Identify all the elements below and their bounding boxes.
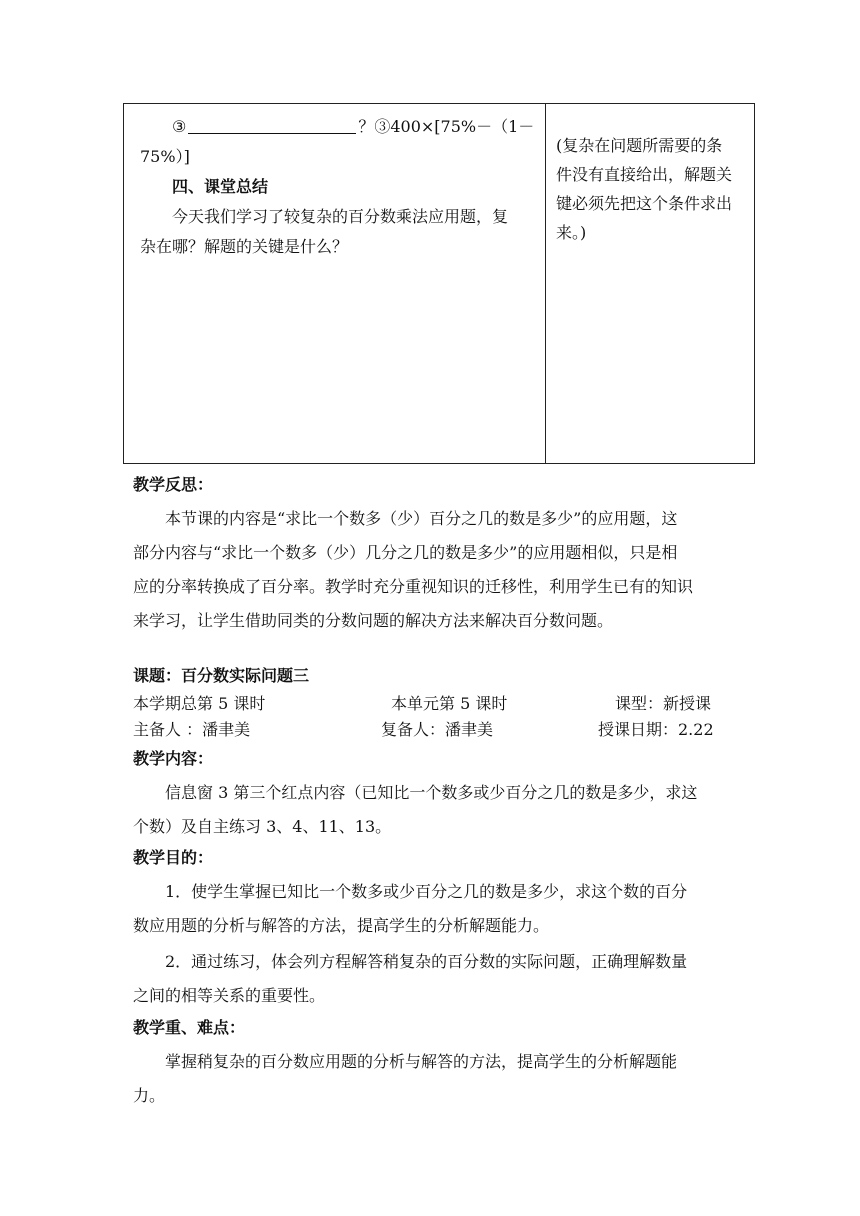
- lesson-meta-row-2: [133, 717, 733, 741]
- key-points-section: [133, 1013, 733, 1113]
- note-line-4: 来。): [556, 223, 587, 242]
- reflection-line-1: 本节课的内容是“求比一个数多（少）百分之几的数是多少”的应用题，这: [165, 509, 678, 528]
- lesson-meta-row-1: [133, 691, 733, 715]
- goal-2-line-2: 之间的相等关系的重要性。: [133, 986, 326, 1005]
- section-title: 四、课堂总结: [172, 177, 269, 196]
- reflection-line-2: 部分内容与“求比一个数多（少）几分之几的数是多少”的应用题相似，只是相: [133, 543, 678, 562]
- preparer: 主备人 ：潘聿美: [133, 720, 251, 739]
- answer-formula-cont: 75%）]: [140, 147, 190, 166]
- answer-line-3: [140, 112, 538, 142]
- reflection-line-4: 来学习，让学生借助同类的分数问题的解决方法来解决百分数问题。: [133, 611, 614, 630]
- reflection-text: [133, 502, 733, 638]
- answer-prefix: ③: [172, 117, 187, 136]
- goals-item-1: [133, 875, 733, 943]
- summary-line-2: 杂在哪？解题的关键是什么？: [140, 237, 349, 256]
- reviewer: 复备人：潘聿美: [381, 720, 494, 739]
- summary-line-1: 今天我们学习了较复杂的百分数乘法应用题，复: [172, 207, 509, 226]
- content-line-2: 个数）及自主练习 3、4、11、13。: [133, 817, 392, 836]
- note-line-3: 键必须先把这个条件求出: [556, 194, 733, 213]
- goals-section: [133, 843, 733, 1013]
- lesson-type: 课型：新授课: [615, 694, 712, 713]
- content-text: [133, 776, 733, 844]
- reflection-heading: 教学反思：: [133, 475, 214, 494]
- lesson-date: 授课日期：2.22: [598, 720, 714, 739]
- goals-item-2: [133, 945, 733, 1013]
- term-lesson: 本学期总第 5 课时: [133, 694, 266, 713]
- lesson-table: [123, 103, 755, 464]
- key-points-line-1: 掌握稍复杂的百分数应用题的分析与解答的方法，提高学生的分析解题能: [165, 1052, 678, 1071]
- answer-formula: ？③400×[75%－（1－: [358, 117, 535, 136]
- unit-lesson: 本单元第 5 课时: [391, 694, 508, 713]
- table-left-cell: [140, 112, 538, 262]
- content-heading: 教学内容：: [133, 749, 214, 768]
- note-line-1: (复杂在问题所需要的条: [556, 136, 723, 155]
- goal-1-line-1: 1．使学生掌握已知比一个数多或少百分之几的数是多少，求这个数的百分: [165, 882, 688, 901]
- key-points-heading: 教学重、难点：: [133, 1018, 246, 1037]
- answer-blank: [188, 115, 356, 134]
- goal-2-line-1: 2．通过练习，体会列方程解答稍复杂的百分数的实际问题，正确理解数量: [165, 952, 688, 971]
- table-right-cell: [556, 131, 746, 247]
- table-column-divider: [545, 104, 546, 463]
- key-points-line-2: 力。: [133, 1086, 166, 1105]
- note-line-2: 件没有直接给出，解题关: [556, 165, 733, 184]
- content-section: [133, 744, 733, 844]
- key-points-text: [133, 1045, 733, 1113]
- goals-heading: 教学目的：: [133, 848, 214, 867]
- lesson-title: 课题：百分数实际问题三: [133, 666, 310, 685]
- reflection-section: [133, 470, 733, 638]
- content-line-1: 信息窗 3 第三个红点内容（已知比一个数多或少百分之几的数是多少，求这: [165, 783, 698, 802]
- reflection-line-3: 应的分率转换成了百分率。教学时充分重视知识的迁移性，利用学生已有的知识: [133, 577, 694, 596]
- goal-1-line-2: 数应用题的分析与解答的方法，提高学生的分析解题能力。: [133, 916, 550, 935]
